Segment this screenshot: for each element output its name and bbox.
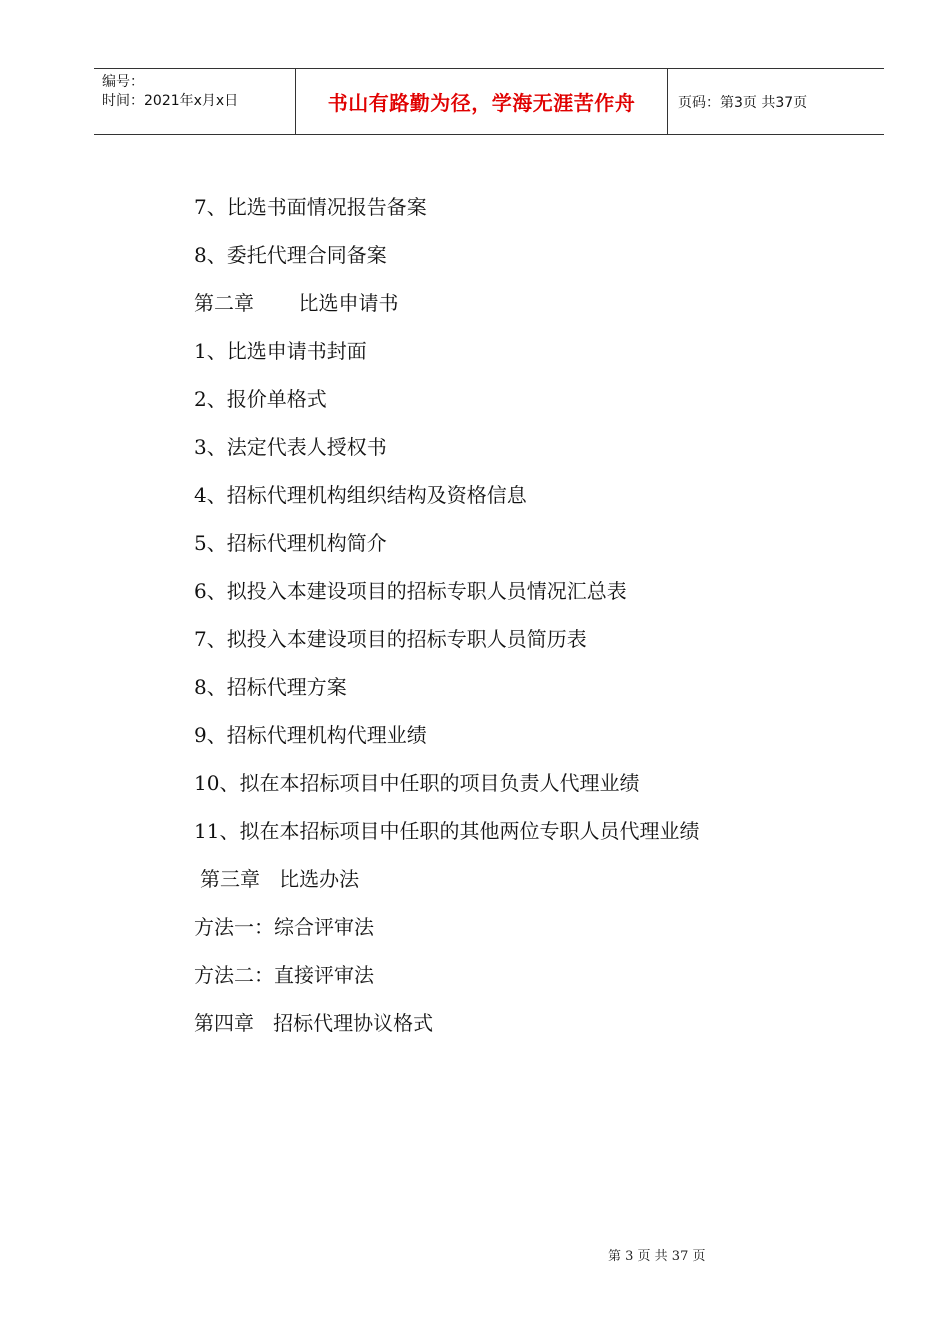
document-header <box>94 68 884 135</box>
list-item: 10、拟在本招标项目中任职的项目负责人代理业绩 <box>194 771 640 795</box>
list-item: 方法二：直接评审法 <box>194 963 374 987</box>
chapter-heading: 第二章 比选申请书 <box>194 291 399 315</box>
list-item: 8、委托代理合同备案 <box>194 243 387 267</box>
document-time-label: 时间：2021年x月x日 <box>102 93 239 109</box>
document-body <box>194 183 844 1047</box>
list-item: 3、法定代表人授权书 <box>194 435 387 459</box>
list-item: 9、招标代理机构代理业绩 <box>194 723 427 747</box>
list-item: 方法一：综合评审法 <box>194 915 374 939</box>
list-item: 11、拟在本招标项目中任职的其他两位专职人员代理业绩 <box>194 819 700 843</box>
list-item: 4、招标代理机构组织结构及资格信息 <box>194 483 527 507</box>
list-item: 5、招标代理机构简介 <box>194 531 387 555</box>
list-item: 7、拟投入本建设项目的招标专职人员简历表 <box>194 627 587 651</box>
document-number-label: 编号： <box>102 74 144 90</box>
list-item: 8、招标代理方案 <box>194 675 347 699</box>
chapter-heading: 第三章 比选办法 <box>200 867 360 891</box>
header-motto: 书山有路勤为径，学海无涯苦作舟 <box>327 91 636 115</box>
header-motto-cell <box>295 69 668 134</box>
list-item: 2、报价单格式 <box>194 387 327 411</box>
header-page-info-cell <box>668 69 884 134</box>
list-item: 6、拟投入本建设项目的招标专职人员情况汇总表 <box>194 579 627 603</box>
chapter-heading: 第四章 招标代理协议格式 <box>194 1011 434 1035</box>
header-meta <box>94 69 295 134</box>
page-footer: 第 3 页 共 37 页 <box>608 1249 706 1264</box>
list-item: 7、比选书面情况报告备案 <box>194 195 427 219</box>
list-item: 1、比选申请书封面 <box>194 339 367 363</box>
header-page-info: 页码：第3页 共37页 <box>678 94 808 111</box>
